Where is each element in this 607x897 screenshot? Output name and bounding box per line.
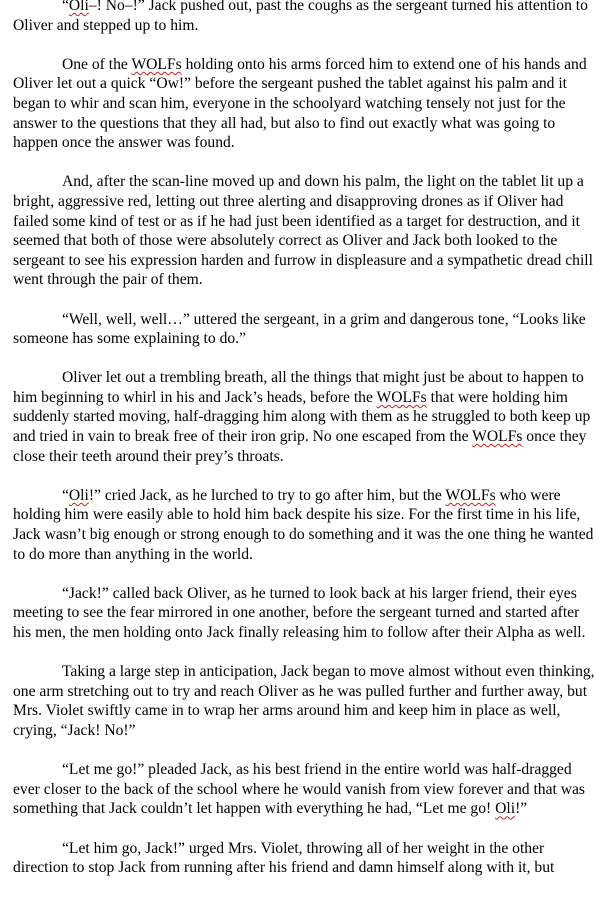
text-run: Oliver let out a trembling breath, all the things that might just be about to happen to him beginning to whirl in his and Jack’s heads, before the [13, 369, 584, 406]
text-run: And, after the scan-line moved up and down his palm, the light on the tablet lit up a bright, aggressive red, letting out three alerting and disapproving drones as if Oliver had failed some kind of test or as if he had just been identified as a target for destruction, and it seemed that both of those were absolutely correct as Oliver and Jack both looked to the sergeant to see his expression harden and furrow in displeasure and a sympathetic dread chill went through the pair of them. [13, 173, 593, 289]
spellcheck-flagged-word: WOLFs [376, 388, 427, 406]
text-run: that were holding him suddenly started moving, half-dragging him along with them as he struggled to both keep up and tried in vain to break free of their iron grip. No one escaped from the [13, 388, 591, 446]
spellcheck-flagged-word: Oli [68, 0, 89, 14]
paragraph [13, 172, 601, 290]
spellcheck-flagged-word: WOLFs [445, 486, 496, 504]
text-run: “ [62, 486, 69, 504]
paragraph [13, 0, 601, 35]
spellcheck-flagged-word: Oli [68, 486, 89, 504]
text-run: One of the [62, 55, 132, 73]
paragraph [13, 310, 601, 349]
text-run: “Let him go, Jack!” urged Mrs. Violet, throwing all of her weight in the other direction to stop Jack from running after his friend and damn himself along with it, but [13, 839, 555, 877]
text-run: “Well, well, well…” uttered the sergeant, in a grim and dangerous tone, “Looks like someone has some explaining to do.” [13, 310, 586, 348]
text-run: !” [515, 800, 528, 818]
text-run: “Jack!” called back Oliver, as he turned to look back at his larger friend, their eyes meeting to see the fear mirrored in one another, before the sergeant turned and started after his men, the men holding onto Jack finally releasing him to follow after their Alpha as well. [13, 584, 586, 641]
text-run: “ [62, 0, 69, 14]
paragraph [13, 760, 601, 819]
text-run: “Let me go!” pleaded Jack, as his best friend in the entire world was half-dragged ever closer to the back of the school where he would vanish from view forever and that was something that Jack couldn’t let happen with everything he had, “Let me go! [13, 761, 586, 818]
paragraph [13, 368, 601, 466]
spellcheck-flagged-word: WOLFs [472, 428, 523, 446]
text-run: holding onto his arms forced him to extend one of his hands and Oliver let out a quick “Ow!” before the sergeant pushed the tablet against his palm and it began to whir and scan him, everyone in the schoolyard watching tensely not just for the answer to the questions that they all had, but also to find out exactly what was going to happen once the answer was found. [13, 55, 587, 152]
text-run: once they close their teeth around their prey’s throats. [13, 428, 587, 465]
paragraph [13, 55, 601, 153]
document-body [13, 0, 601, 897]
text-run: Taking a large step in anticipation, Jack began to move almost without even thinking, one arm stretching out to try and reach Oliver as he was pulled further and further away, but Mrs. Violet swiftly came in to wrap her arms around him and keep him in place as well, crying, “Jack! No!” [13, 663, 595, 739]
text-run: –! No–!” Jack pushed out, past the coughs as the sergeant turned his attention to Oliver and stepped up to him. [13, 0, 588, 34]
paragraph [13, 486, 601, 564]
paragraph [13, 584, 601, 643]
text-run: who were holding him were easily able to hold him back despite his size. For the first time in his life, Jack wasn’t big enough or strong enough to do something and it was the one thing he wanted to do more than anything in the world. [13, 486, 594, 563]
text-run: !” cried Jack, as he lurched to try to go after him, but the [88, 486, 446, 504]
paragraph [13, 839, 601, 878]
spellcheck-flagged-word: Oli [495, 800, 516, 818]
paragraph [13, 662, 601, 740]
spellcheck-flagged-word: WOLFs [131, 55, 182, 73]
